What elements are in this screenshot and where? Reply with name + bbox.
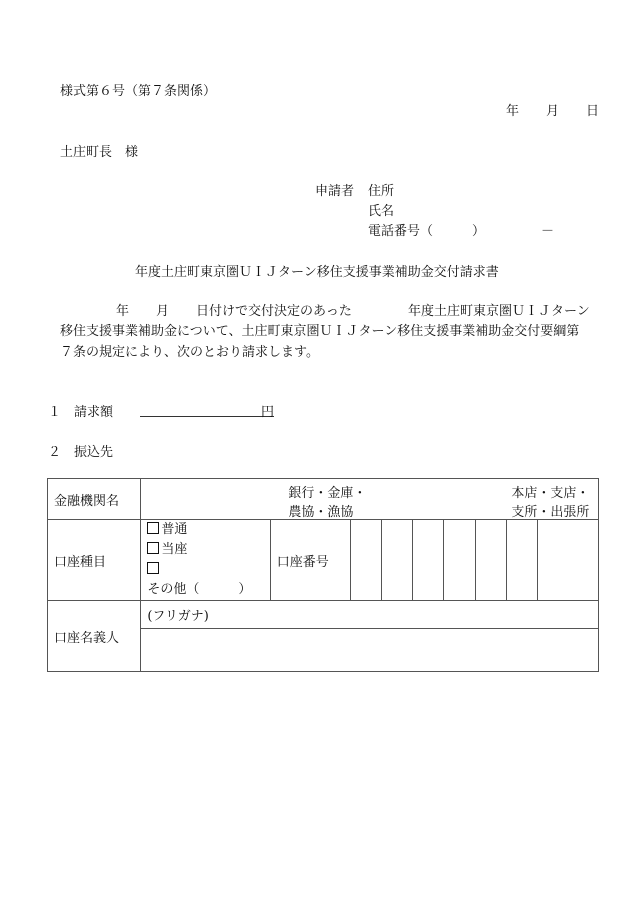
furigana-field[interactable]: (フリガナ): [141, 601, 599, 629]
checkbox-icon: [147, 562, 159, 574]
body-month: 月: [156, 304, 170, 319]
request-number: １: [48, 405, 62, 420]
checkbox-icon: [147, 542, 159, 554]
phone-label: 電話番号（ ）: [368, 224, 486, 239]
amount-unit: 円: [261, 405, 275, 420]
furigana-row: [48, 601, 599, 629]
body-line1-tail: 年度土庄町東京圏ＵＩＪターン: [408, 304, 590, 319]
checkbox-ordinary[interactable]: 普通: [147, 520, 263, 540]
holder-label: 口座名義人: [48, 601, 141, 672]
holder-name-field[interactable]: [141, 629, 599, 672]
bank-row: [48, 479, 599, 520]
account-digit-cell[interactable]: [444, 520, 475, 601]
form-number: 様式第６号（第７条関係）: [60, 84, 217, 99]
account-digit-cell[interactable]: [537, 520, 598, 601]
addressee: 土庄町長 様: [60, 145, 139, 160]
bank-types-2: 農協・漁協: [288, 505, 354, 520]
bank-label: 金融機関名: [48, 479, 141, 520]
account-digit-cell[interactable]: [351, 520, 382, 601]
bank-account-table: [47, 478, 599, 672]
date-day: 日: [586, 104, 600, 119]
date-year: 年: [506, 104, 520, 119]
transfer-number: ２: [48, 445, 62, 460]
phone-dash: －: [541, 224, 555, 239]
date-month: 月: [546, 104, 560, 119]
account-digit-cell[interactable]: [506, 520, 537, 601]
checkbox-icon: [147, 522, 159, 534]
address-label: 住所: [368, 184, 395, 199]
branch-types-1: 本店・支店・: [511, 486, 590, 501]
account-type-label: 口座種目: [48, 520, 141, 601]
body-line3: ７条の規定により、次のとおり請求します。: [60, 345, 319, 360]
body-line1-text: 日付けで交付決定のあった: [196, 304, 352, 319]
account-digit-cell[interactable]: [475, 520, 506, 601]
body-year: 年: [116, 304, 130, 319]
request-label: 請求額: [74, 405, 114, 420]
checkbox-other[interactable]: その他（ ）: [147, 560, 263, 600]
branch-types-2: 支所・出張所: [511, 505, 590, 520]
account-row: [48, 520, 599, 601]
transfer-label: 振込先: [74, 445, 114, 460]
bank-types-1: 銀行・金庫・: [288, 486, 367, 501]
document-title: 年度土庄町東京圏ＵＩＪターン移住支援事業補助金交付請求書: [135, 265, 499, 280]
account-digit-cell[interactable]: [413, 520, 444, 601]
amount-underline: [140, 416, 274, 417]
applicant-label: 申請者: [315, 184, 355, 199]
name-label: 氏名: [368, 204, 395, 219]
account-number-label: 口座番号: [270, 520, 350, 601]
account-digit-cell[interactable]: [382, 520, 413, 601]
body-line2: 移住支援事業補助金について、土庄町東京圏ＵＩＪターン移住支援事業補助金交付要綱第: [60, 324, 580, 339]
bank-field[interactable]: [141, 479, 599, 520]
checkbox-current[interactable]: 当座: [147, 540, 263, 560]
account-type-options: [141, 520, 270, 601]
